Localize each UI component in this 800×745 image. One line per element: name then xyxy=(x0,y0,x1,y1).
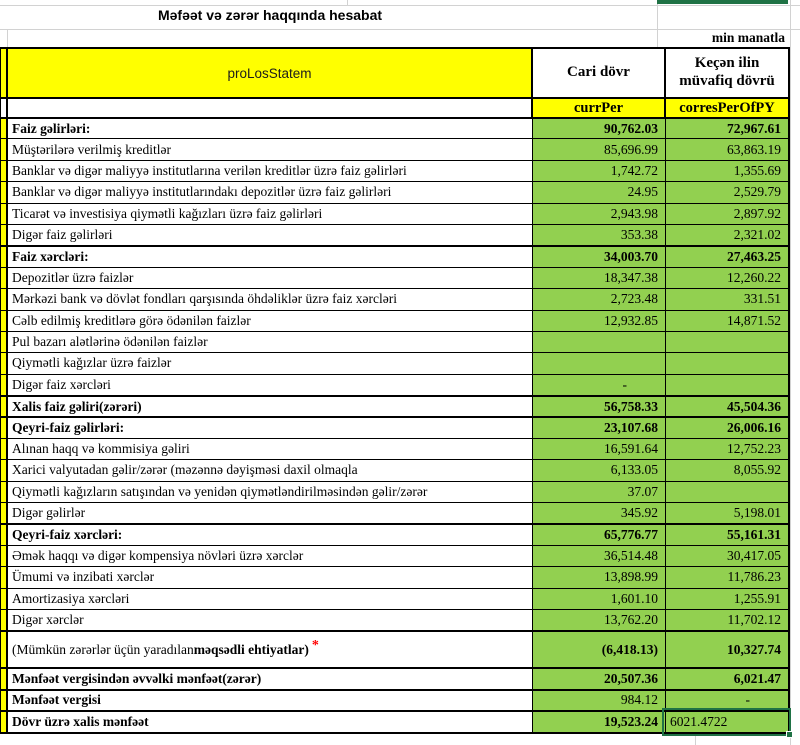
sheet-gridline xyxy=(790,0,791,745)
row-label-cell[interactable]: Ticarət və investisiya qiymətli kağızları üzrə faiz gəlirləri xyxy=(8,204,533,224)
column-header-current-period[interactable] xyxy=(533,49,666,97)
value-cell[interactable] xyxy=(666,482,788,502)
row-label-cell[interactable]: Qiymətli kağızların satışından və yenidən qiymətləndirilməsindən gəlir/zərər xyxy=(8,482,533,502)
left-margin-cell[interactable] xyxy=(1,503,8,523)
row-label-cell[interactable]: Mərkəzi bank və dövlət fondları qarşısında öhdəliklər üzrə faiz xərcləri xyxy=(8,289,533,309)
left-margin-cell[interactable] xyxy=(1,567,8,587)
value-cell[interactable]: 18,347.38 xyxy=(533,268,666,288)
value-cell[interactable]: 90,762.03 xyxy=(533,119,666,138)
table-header-row xyxy=(1,49,788,99)
sheet-gridline xyxy=(695,734,696,745)
table-row xyxy=(1,710,788,731)
table-row xyxy=(1,267,788,288)
value-cell[interactable]: - xyxy=(533,375,666,395)
left-margin-cell[interactable] xyxy=(1,546,8,566)
left-margin-cell[interactable] xyxy=(1,247,8,266)
value-cell[interactable]: 11,702.12 xyxy=(666,610,788,630)
left-margin-cell[interactable] xyxy=(1,225,8,245)
value-cell[interactable]: 11,786.23 xyxy=(666,567,788,587)
value-cell[interactable]: (6,418.13) xyxy=(533,632,666,667)
table-row xyxy=(1,181,788,202)
row-label-cell[interactable]: Depozitlər üzrə faizlər xyxy=(8,268,533,288)
left-margin-cell[interactable] xyxy=(1,632,8,667)
table-row xyxy=(1,374,788,395)
row-label-cell[interactable]: Digər faiz gəlirləri xyxy=(8,225,533,245)
left-margin-cell[interactable] xyxy=(1,397,8,416)
statement-name-cell[interactable]: proLosStatem xyxy=(8,49,533,97)
left-margin-cell[interactable] xyxy=(1,691,8,710)
table-row xyxy=(1,224,788,245)
row-label-cell[interactable]: Müştərilərə verilmiş kreditlər xyxy=(8,139,533,159)
value-cell[interactable]: 30,417.05 xyxy=(666,546,788,566)
table-row xyxy=(1,630,788,667)
row-label-cell[interactable]: Mənfəət vergisindən əvvəlki mənfəət(zərər) xyxy=(8,669,533,688)
value-cell[interactable]: 2,897.92 xyxy=(666,204,788,224)
value-cell[interactable]: 6,021.47 xyxy=(666,669,788,688)
value-cell[interactable]: 2,529.79 xyxy=(666,182,788,202)
table-row xyxy=(1,395,788,416)
row-label-cell[interactable]: Pul bazarı alətlərinə ödənilən faizlər xyxy=(8,332,533,352)
value-cell[interactable]: 56,758.33 xyxy=(533,397,666,416)
row-label-cell[interactable]: Cəlb edilmiş kreditlərə görə ödənilən faizlər xyxy=(8,311,533,331)
left-margin-cell[interactable] xyxy=(1,49,8,97)
left-margin-cell[interactable] xyxy=(1,610,8,630)
table-row xyxy=(1,545,788,566)
value-cell[interactable]: 16,591.64 xyxy=(533,439,666,459)
value-cell[interactable]: 26,006.16 xyxy=(666,418,788,437)
table-row xyxy=(1,138,788,159)
row-label-cell[interactable]: Amortizasiya xərcləri xyxy=(8,589,533,609)
value-cell[interactable]: 55,161.31 xyxy=(666,525,788,544)
column-header-label: Cari dövr xyxy=(567,64,630,81)
value-cell[interactable]: 1,601.10 xyxy=(533,589,666,609)
left-margin-cell[interactable] xyxy=(1,332,8,352)
table-row xyxy=(1,588,788,609)
row-label-cell[interactable]: (Mümkün zərərlər üçün yaradılan məqsədli ehtiyatlar) * xyxy=(8,632,533,667)
table-row xyxy=(1,609,788,630)
table-row xyxy=(1,481,788,502)
value-cell[interactable]: 353.38 xyxy=(533,225,666,245)
column-header-label: Keçən ilin müvafiq dövrü xyxy=(679,55,775,89)
table-row xyxy=(1,160,788,181)
value-cell[interactable]: 63,863.19 xyxy=(666,139,788,159)
value-cell[interactable]: 331.51 xyxy=(666,289,788,309)
left-margin-cell[interactable] xyxy=(1,119,8,138)
table-code-row xyxy=(1,99,788,117)
value-cell[interactable]: 20,507.36 xyxy=(533,669,666,688)
column-header-prior-period[interactable] xyxy=(666,49,788,97)
table-row xyxy=(1,203,788,224)
code-cell-currper[interactable]: currPer xyxy=(533,99,666,117)
table-row xyxy=(1,438,788,459)
left-margin-cell[interactable] xyxy=(1,525,8,544)
table-row xyxy=(1,459,788,480)
left-margin-cell[interactable] xyxy=(1,375,8,395)
table-row xyxy=(1,523,788,544)
value-cell[interactable]: 345.92 xyxy=(533,503,666,523)
left-margin-cell[interactable] xyxy=(1,139,8,159)
left-margin-cell[interactable] xyxy=(1,99,8,117)
sheet-gridline xyxy=(7,29,8,47)
row-label-cell[interactable]: Ümumi və inzibati xərclər xyxy=(8,567,533,587)
value-cell[interactable]: 8,055.92 xyxy=(666,460,788,480)
left-margin-cell[interactable] xyxy=(1,289,8,309)
code-cell-corresperofpy[interactable]: corresPerOfPY xyxy=(666,99,788,117)
row-label-cell[interactable]: Qeyri-faiz gəlirləri: xyxy=(8,418,533,437)
left-margin-cell[interactable] xyxy=(1,311,8,331)
active-value-cell[interactable]: 6021.4722 xyxy=(666,712,788,731)
value-cell[interactable]: 36,514.48 xyxy=(533,546,666,566)
row-label-cell[interactable]: Faiz xərcləri: xyxy=(8,247,533,266)
table-row xyxy=(1,502,788,523)
row-label-cell[interactable]: Qeyri-faiz xərcləri: xyxy=(8,525,533,544)
left-margin-cell[interactable] xyxy=(1,669,8,688)
table-row xyxy=(1,288,788,309)
left-margin-cell[interactable] xyxy=(1,353,8,373)
unit-note: min manatla xyxy=(711,30,785,45)
value-cell[interactable]: 5,198.01 xyxy=(666,503,788,523)
row-label-cell[interactable]: Xarici valyutadan gəlir/zərər (məzənnə dəyişməsi daxil olmaqla xyxy=(8,460,533,480)
value-cell[interactable]: 2,943.98 xyxy=(533,204,666,224)
row-label-cell[interactable]: Alınan haqq və kommisiya gəliri xyxy=(8,439,533,459)
table-row xyxy=(1,331,788,352)
table-row xyxy=(1,416,788,437)
row-label-cell[interactable]: Əmək haqqı və digər kompensiya növləri üzrə xərclər xyxy=(8,546,533,566)
left-margin-cell[interactable] xyxy=(1,482,8,502)
sheet-gridline xyxy=(0,5,800,6)
sheet-gridline xyxy=(347,0,348,5)
value-cell[interactable]: 72,967.61 xyxy=(666,119,788,138)
table-row xyxy=(1,689,788,710)
value-cell[interactable]: 37.07 xyxy=(533,482,666,502)
row-label-cell[interactable]: Banklar və digər maliyyə institutlarındakı depozitlər üzrə faiz gəlirləri xyxy=(8,182,533,202)
left-margin-cell[interactable] xyxy=(1,439,8,459)
value-cell[interactable]: 13,898.99 xyxy=(533,567,666,587)
row-label-cell[interactable]: Digər xərclər xyxy=(8,610,533,630)
left-margin-cell[interactable] xyxy=(1,712,8,731)
row-label-cell[interactable]: Mənfəət vergisi xyxy=(8,691,533,710)
value-cell[interactable]: 65,776.77 xyxy=(533,525,666,544)
value-cell[interactable]: 1,742.72 xyxy=(533,161,666,181)
row-label-cell[interactable]: Faiz gəlirləri: xyxy=(8,119,533,138)
value-cell[interactable]: 10,327.74 xyxy=(666,632,788,667)
left-margin-cell[interactable] xyxy=(1,460,8,480)
left-margin-cell[interactable] xyxy=(1,418,8,437)
value-cell[interactable]: 1,255.91 xyxy=(666,589,788,609)
left-margin-cell[interactable] xyxy=(1,589,8,609)
value-cell[interactable]: 23,107.68 xyxy=(533,418,666,437)
fill-handle[interactable] xyxy=(786,731,793,738)
empty-cell[interactable] xyxy=(8,99,533,117)
left-margin-cell[interactable] xyxy=(1,182,8,202)
value-cell[interactable] xyxy=(533,353,666,373)
value-cell[interactable]: 12,752.23 xyxy=(666,439,788,459)
table-row xyxy=(1,117,788,138)
table-row xyxy=(1,352,788,373)
value-cell[interactable]: 34,003.70 xyxy=(533,247,666,266)
value-cell[interactable]: 984.12 xyxy=(533,691,666,710)
report-title: Məfəət və zərər haqqında hesabat xyxy=(157,7,383,23)
selection-remnant-bar xyxy=(657,0,788,4)
value-cell[interactable]: 85,696.99 xyxy=(533,139,666,159)
value-cell[interactable]: 14,871.52 xyxy=(666,311,788,331)
footnote-asterisk: * xyxy=(311,637,319,653)
value-cell[interactable]: 24.95 xyxy=(533,182,666,202)
value-cell[interactable]: 2,321.02 xyxy=(666,225,788,245)
left-margin-cell[interactable] xyxy=(1,204,8,224)
row-label-cell[interactable]: Dövr üzrə xalis mənfəət xyxy=(8,712,533,731)
row-label-cell[interactable]: Digər gəlirlər xyxy=(8,503,533,523)
row-label-cell[interactable]: Digər faiz xərcləri xyxy=(8,375,533,395)
table-row xyxy=(1,566,788,587)
pl-statement-table xyxy=(0,47,790,734)
row-label-cell[interactable]: Qiymətli kağızlar üzrə faizlər xyxy=(8,353,533,373)
value-cell[interactable]: 6,133.05 xyxy=(533,460,666,480)
value-cell[interactable]: 19,523.24 xyxy=(533,712,666,731)
value-cell[interactable]: 27,463.25 xyxy=(666,247,788,266)
value-cell[interactable] xyxy=(666,375,788,395)
row-label-cell[interactable]: Banklar və digər maliyyə institutlarına verilən kreditlər üzrə faiz gəlirləri xyxy=(8,161,533,181)
value-cell[interactable]: 45,504.36 xyxy=(666,397,788,416)
table-row xyxy=(1,667,788,688)
value-cell[interactable]: 13,762.20 xyxy=(533,610,666,630)
value-cell[interactable]: 12,260.22 xyxy=(666,268,788,288)
row-label-cell[interactable]: Xalis faiz gəliri(zərəri) xyxy=(8,397,533,416)
table-row xyxy=(1,245,788,266)
value-cell[interactable] xyxy=(666,332,788,352)
value-cell[interactable]: - xyxy=(666,691,788,710)
left-margin-cell[interactable] xyxy=(1,161,8,181)
value-cell[interactable]: 12,932.85 xyxy=(533,311,666,331)
value-cell[interactable] xyxy=(533,332,666,352)
table-row xyxy=(1,310,788,331)
value-cell[interactable]: 1,355.69 xyxy=(666,161,788,181)
value-cell[interactable]: 2,723.48 xyxy=(533,289,666,309)
value-cell[interactable] xyxy=(666,353,788,373)
left-margin-cell[interactable] xyxy=(1,268,8,288)
